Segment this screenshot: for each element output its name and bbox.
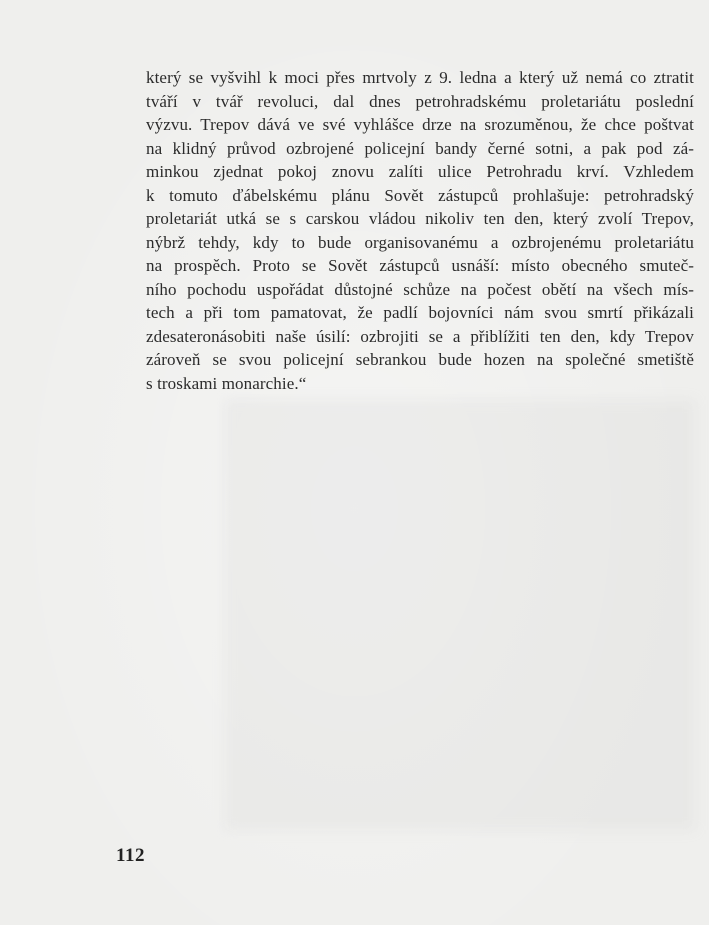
body-text [146,66,694,395]
text-line: zároveň se svou policejní sebrankou bude hozen na společné smetiště [146,350,694,369]
text-line: ního pochodu uspořádat důstojné schůze na počest obětí na všech mís- [146,279,694,299]
text-line: který se vyšvihl k moci přes mrtvoly z 9. ledna a který už nemá co ztratit [146,68,694,87]
text-line: tváří v tvář revoluci, dal dnes petrohradskému proletariátu poslední [146,91,694,111]
text-line: nýbrž tehdy, kdy to bude organisovanému a ozbrojenému proletariátu [146,232,694,252]
text-line: na klidný průvod ozbrojené policejní bandy černé sotni, a pak pod zá- [146,138,694,158]
text-line: s troskami monarchie.“ [146,373,307,393]
text-line: k tomuto ďábelskému plánu Sovět zástupců prohlašuje: petrohradský [146,185,694,205]
show-through-bleed [225,400,695,830]
page-number: 112 [116,845,145,866]
text-line: zdesateronásobiti naše úsilí: ozbrojiti se a přiblížiti ten den, kdy Trepov [146,326,694,346]
text-line: na prospěch. Proto se Sovět zástupců usnáší: místo obecného smuteč- [146,256,694,275]
text-line: proletariát utká se s carskou vládou nikoliv ten den, který zvolí Trepov, [146,209,694,228]
text-line: výzvu. Trepov dává ve své vyhlášce drze na srozuměnou, že chce poštvat [146,115,694,134]
text-line: minkou zjednat pokoj znovu zalíti ulice Petrohradu krví. Vzhledem [146,162,694,181]
text-line: tech a při tom pamatovat, že padlí bojovníci nám svou smrtí přikázali [146,303,694,322]
